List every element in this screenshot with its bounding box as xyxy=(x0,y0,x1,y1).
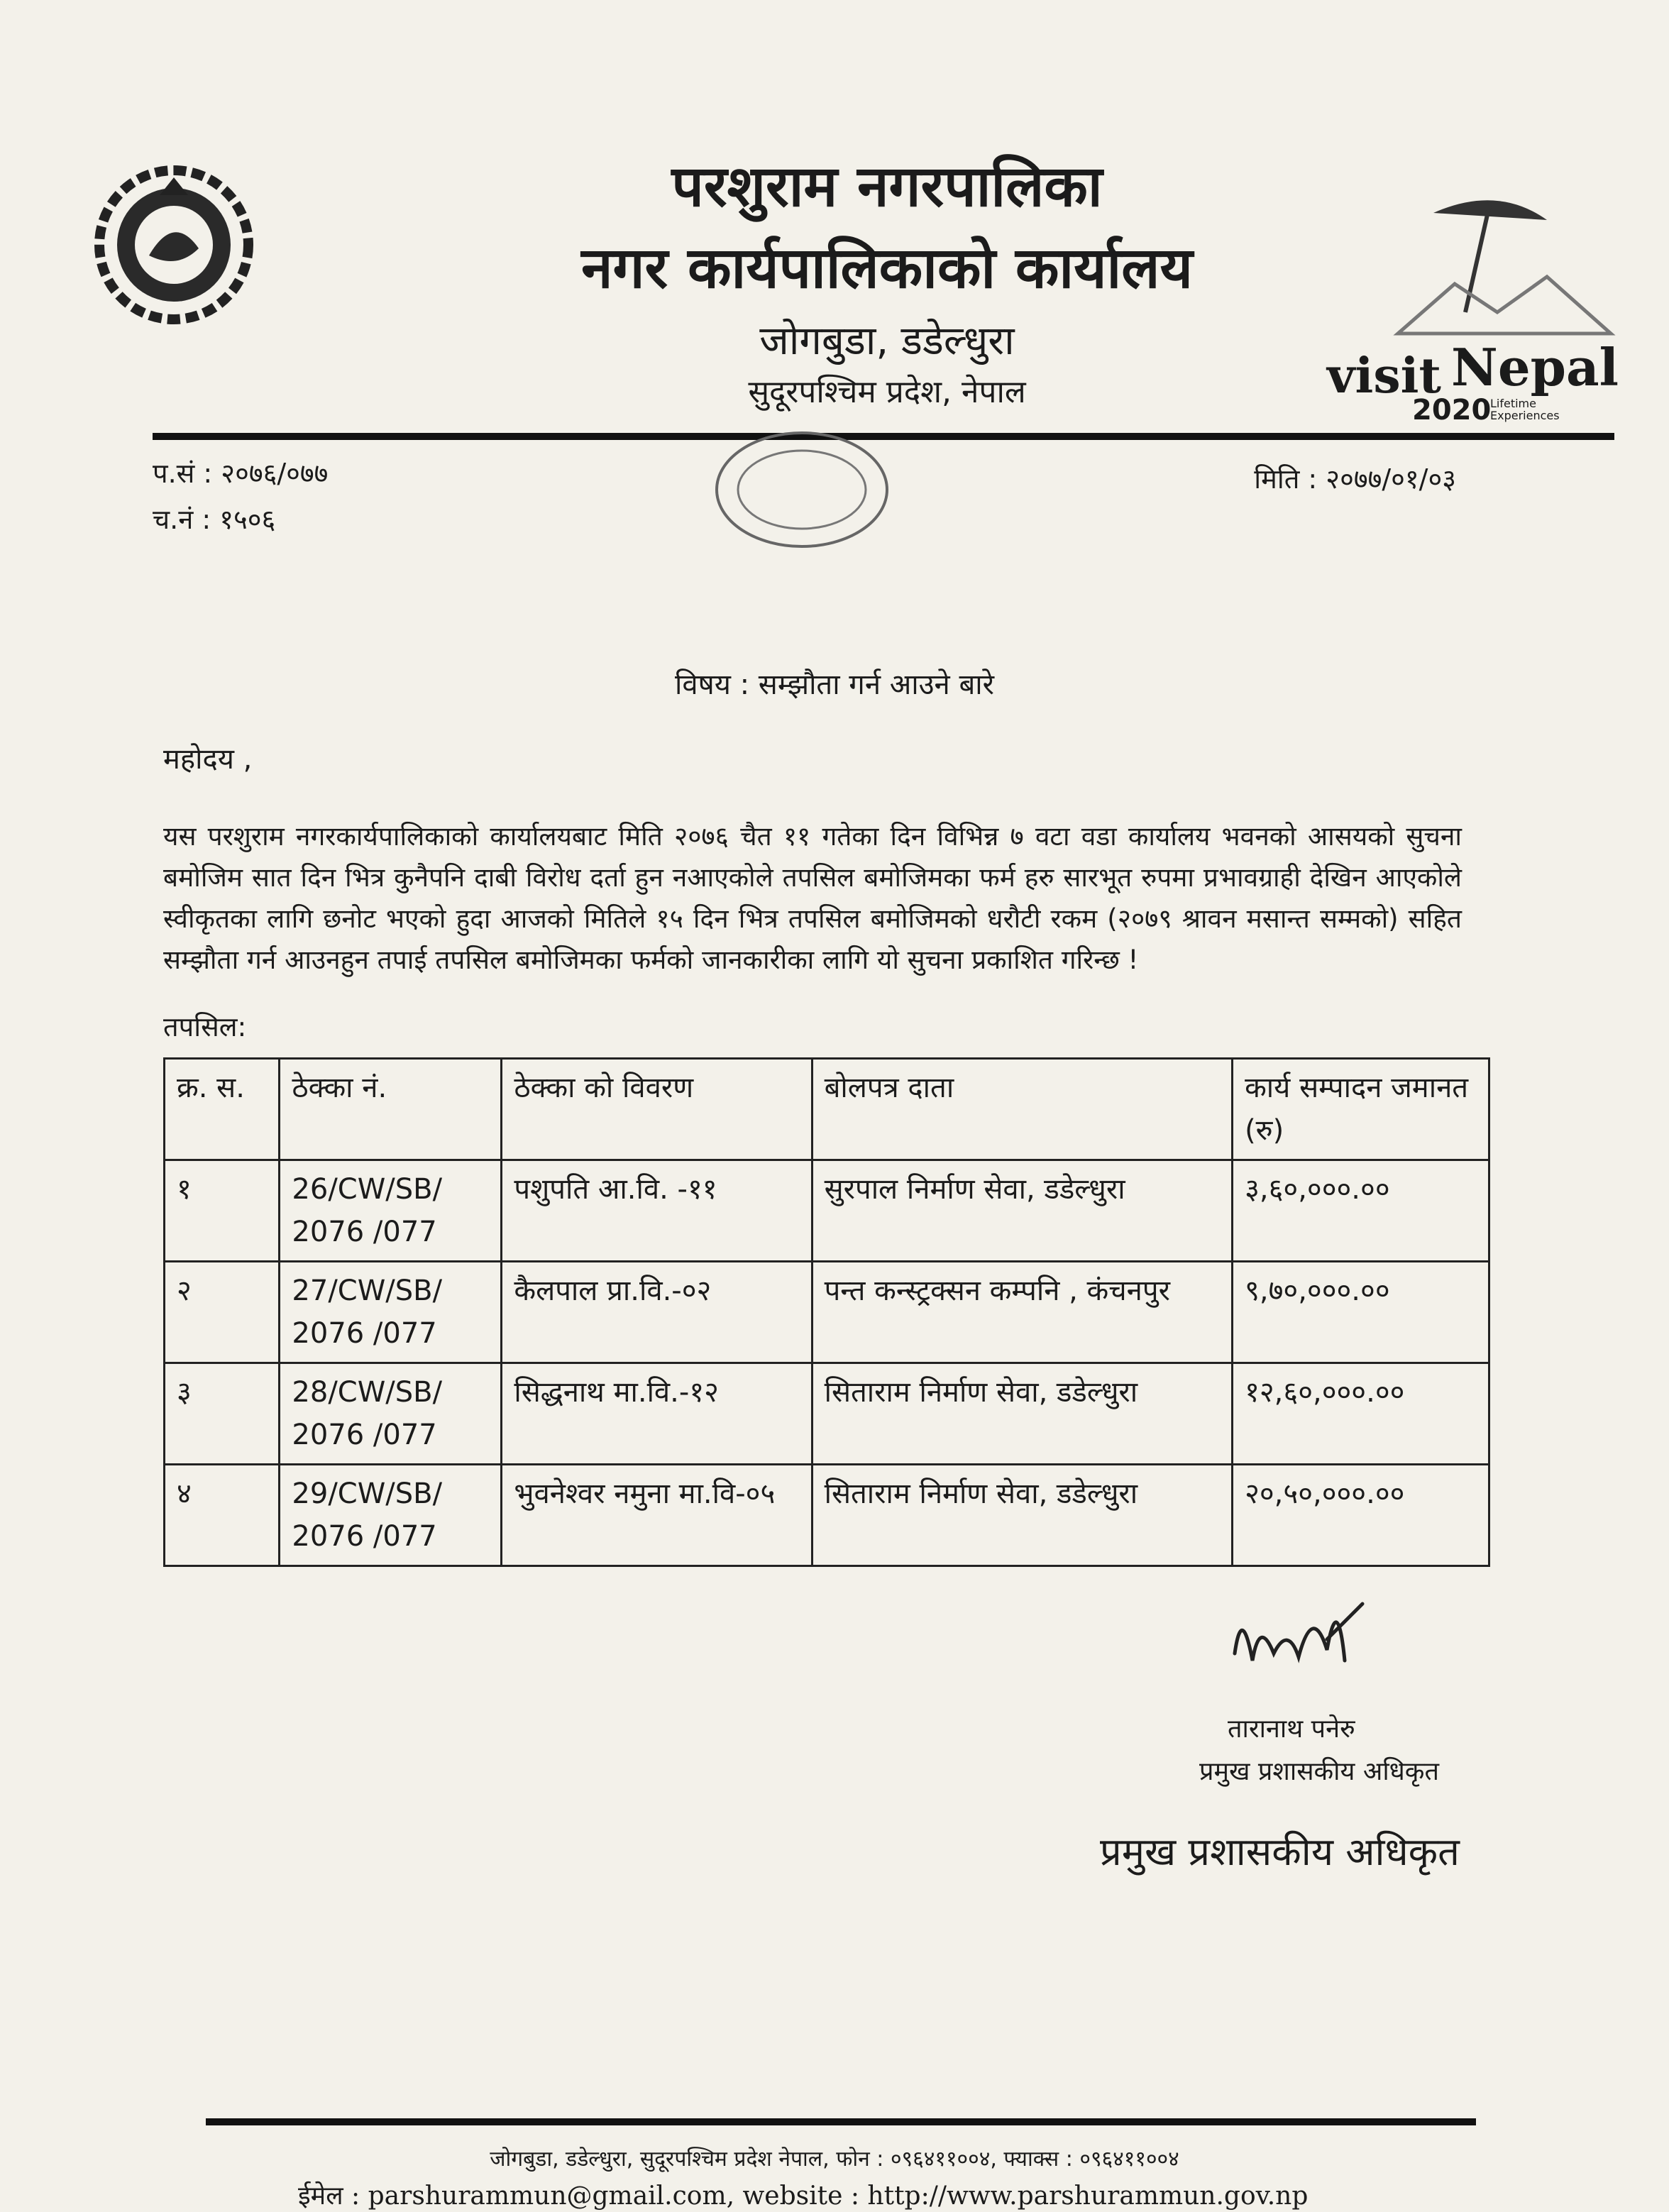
cell-contract-desc: सिद्धनाथ मा.वि.-१२ xyxy=(502,1363,812,1465)
cell-bidder: सिताराम निर्माण सेवा, डडेल्धुरा xyxy=(812,1465,1233,1566)
cell-contract-no: 26/CW/SB/ 2076 /077 xyxy=(280,1160,502,1262)
letter-body: यस परशुराम नगरकार्यपालिकाको कार्यालयबाट मिति २०७६ चैत ११ गतेका दिन विभिन्न ७ वटा वडा कार्यालय भवनको आसयको सुचना बमोजिम सात दिन भित्र कुनैपनि दाबी विरोध दर्ता हुन नआएकोले तपसिल बमोजिमका फर्म हरु सारभूत रुपमा प्रभावग्राही देखिन आएकोले स्वीकृतका लागि छनोट भएको हुदा आजको मितिले १५ दिन भित्र तपसिल बमोजिमको धरौटी रकम (२०७९ श्रावन मसान्त सम्मको) सहित सम्झौता गर्न आउनहुन तपाई तपसिल बमोजिमका फर्मको जानकारीका लागि यो सुचना प्रकाशित गरिन्छ ! xyxy=(163,821,1462,975)
letter-date: मिति : २०७७/०१/०३ xyxy=(1254,463,1456,495)
visit-nepal-year: 2020 xyxy=(1412,394,1492,427)
cell-contract-desc: पशुपति आ.वि. -११ xyxy=(502,1160,812,1262)
cell-serial: १ xyxy=(165,1160,280,1262)
nepal-emblem-icon xyxy=(92,163,255,326)
cell-bond: ३,६०,०००.०० xyxy=(1233,1160,1489,1262)
table-header-row xyxy=(165,1059,1489,1160)
dispatch-number: च.नं : १५०६ xyxy=(153,504,276,535)
table-row xyxy=(165,1363,1489,1465)
office-stamp-icon xyxy=(699,426,905,568)
cell-bidder: पन्त कन्स्ट्रक्सन कम्पनि , कंचनपुर xyxy=(812,1262,1233,1363)
cell-serial: २ xyxy=(165,1262,280,1363)
footer-divider xyxy=(206,2118,1476,2125)
municipality-name: परशुराम नगरपालिका xyxy=(671,153,1103,219)
header-contract-desc: ठेक्का को विवरण xyxy=(502,1059,812,1160)
cell-contract-no: 28/CW/SB/ 2076 /077 xyxy=(280,1363,502,1465)
cell-contract-desc: भुवनेश्वर नमुना मा.वि-०५ xyxy=(502,1465,812,1566)
table-row xyxy=(165,1465,1489,1566)
table-row xyxy=(165,1262,1489,1363)
cell-contract-no: 29/CW/SB/ 2076 /077 xyxy=(280,1465,502,1566)
cell-contract-no: 27/CW/SB/ 2076 /077 xyxy=(280,1262,502,1363)
cell-serial: ३ xyxy=(165,1363,280,1465)
handwritten-signature-icon xyxy=(1221,1575,1384,1682)
visit-nepal-visit: visit xyxy=(1327,348,1441,405)
footer-contact: ईमेल : parshurammun@gmail.com, website : http://www.parshurammun.gov.np xyxy=(298,2181,1309,2211)
cell-bidder: सिताराम निर्माण सेवा, डडेल्धुरा xyxy=(812,1363,1233,1465)
contracts-table xyxy=(163,1057,1490,1567)
cell-bidder: सुरपाल निर्माण सेवा, डडेल्धुरा xyxy=(812,1160,1233,1262)
header-performance-bond: कार्य सम्पादन जमानत (रु) xyxy=(1233,1059,1489,1160)
visit-nepal-nepal: Nepal xyxy=(1451,337,1619,397)
visit-nepal-logo xyxy=(1313,170,1625,426)
footer-address: जोगबुडा, डडेल्धुरा, सुदूरपश्चिम प्रदेश नेपाल, फोन : ०९६४११००४, फ्याक्स : ०९६४११००४ xyxy=(490,2147,1179,2172)
cell-bond: १२,६०,०००.०० xyxy=(1233,1363,1489,1465)
visit-nepal-tagline: Lifetime Experiences xyxy=(1490,397,1560,422)
cell-contract-desc: कैलपाल प्रा.वि.-०२ xyxy=(502,1262,812,1363)
cell-bond: २०,५०,०००.०० xyxy=(1233,1465,1489,1566)
header-serial: क्र. स. xyxy=(165,1059,280,1160)
header-bidder: बोलपत्र दाता xyxy=(812,1059,1233,1160)
office-location: जोगबुडा, डडेल्धुरा xyxy=(759,318,1015,364)
table-row xyxy=(165,1160,1489,1262)
header-contract-no: ठेक्का नं. xyxy=(280,1059,502,1160)
office-province: सुदूरपश्चिम प्रदेश, नेपाल xyxy=(748,374,1026,410)
office-name: नगर कार्यपालिकाको कार्यालय xyxy=(581,235,1193,301)
signatory-title: प्रमुख प्रशासकीय अधिकृत xyxy=(1199,1757,1439,1786)
signatory-stamp-title: प्रमुख प्रशासकीय अधिकृत xyxy=(1100,1829,1460,1874)
letter-subject: विषय : सम्झौता गर्न आउने बारे xyxy=(674,668,995,701)
signatory-name: तारानाथ पनेरु xyxy=(1228,1715,1355,1744)
umbrella-icon xyxy=(1313,170,1625,348)
salutation: महोदय , xyxy=(163,743,253,776)
details-label: तपसिल: xyxy=(163,1011,247,1042)
cell-serial: ४ xyxy=(165,1465,280,1566)
cell-bond: ९,७०,०००.०० xyxy=(1233,1262,1489,1363)
reference-number: प.सं : २०७६/०७७ xyxy=(153,458,329,489)
